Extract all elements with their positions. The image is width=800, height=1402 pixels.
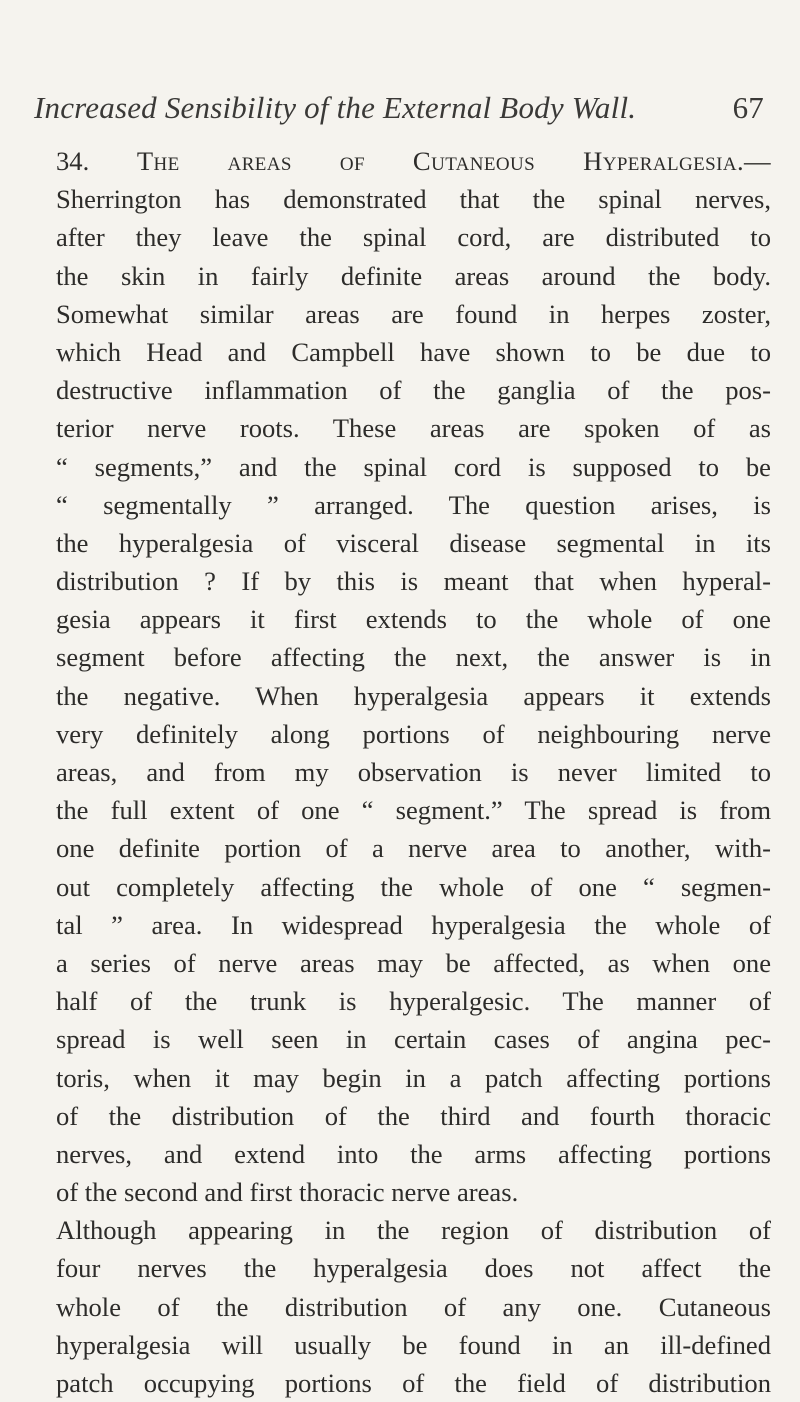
text-line: segment before affecting the next, the answer is in bbox=[56, 642, 771, 673]
text-line: four nerves the hyperalgesia does not affect the bbox=[56, 1253, 771, 1284]
text-line: the hyperalgesia of visceral disease segmental in its bbox=[56, 527, 771, 558]
text-line: terior nerve roots. These areas are spoken of as bbox=[56, 413, 771, 444]
text-line: out completely affecting the whole of one “ segmen- bbox=[56, 871, 771, 902]
text-line: “ segments,” and the spinal cord is supposed to be bbox=[56, 451, 771, 482]
text-line: gesia appears it first extends to the whole of one bbox=[56, 604, 771, 635]
text-line: which Head and Campbell have shown to be due to bbox=[56, 336, 771, 367]
text-line: very definitely along portions of neighbouring nerve bbox=[56, 718, 771, 749]
section-heading: The areas of Cutaneous Hyperalgesia.— bbox=[136, 146, 771, 176]
text-line: the skin in fairly definite areas around the body. bbox=[56, 260, 771, 291]
text-line: the full extent of one “ segment.” The spread is from bbox=[56, 795, 771, 826]
section-number: 34. bbox=[56, 146, 90, 176]
page-number: 67 bbox=[732, 90, 764, 125]
text-line: spread is well seen in certain cases of angina pec- bbox=[56, 1024, 771, 1055]
text-line: distribution ? If by this is meant that when hyperal- bbox=[56, 566, 771, 597]
body-text bbox=[56, 142, 771, 1402]
text-line: whole of the distribution of any one. Cutaneous bbox=[56, 1291, 771, 1322]
text-line: areas, and from my observation is never limited to bbox=[56, 757, 771, 787]
text-line: toris, when it may begin in a patch affecting portions bbox=[56, 1062, 771, 1093]
text-line: after they leave the spinal cord, are distributed to bbox=[56, 222, 771, 253]
text-line: Sherrington has demonstrated that the spinal nerves, bbox=[56, 184, 771, 215]
text-line: Somewhat similar areas are found in herpes zoster, bbox=[56, 298, 771, 329]
text-line: nerves, and extend into the arms affecting portions bbox=[56, 1138, 771, 1169]
running-head bbox=[34, 90, 764, 126]
text-line: destructive inflammation of the ganglia of the pos- bbox=[56, 375, 771, 406]
text-line: patch occupying portions of the field of distribution bbox=[56, 1368, 771, 1398]
text-line: Although appearing in the region of distribution of bbox=[56, 1215, 771, 1246]
text-line: half of the trunk is hyperalgesic. The manner of bbox=[56, 986, 771, 1017]
text-line: tal ” area. In widespread hyperalgesia the whole of bbox=[56, 909, 771, 940]
text-line: the negative. When hyperalgesia appears it extends bbox=[56, 680, 771, 711]
text-line: “ segmentally ” arranged. The question arises, is bbox=[56, 489, 771, 520]
section-heading-line bbox=[56, 142, 771, 180]
running-head-title: Increased Sensibility of the External Body Wall. bbox=[34, 90, 637, 125]
text-line: one definite portion of a nerve area to another, with- bbox=[56, 833, 771, 864]
text-line: of the distribution of the third and fourth thoracic bbox=[56, 1100, 771, 1131]
text-line: hyperalgesia will usually be found in an ill-defined bbox=[56, 1329, 771, 1360]
text-line: of the second and first thoracic nerve areas. bbox=[56, 1177, 519, 1208]
text-line: a series of nerve areas may be affected, as when one bbox=[56, 947, 771, 978]
